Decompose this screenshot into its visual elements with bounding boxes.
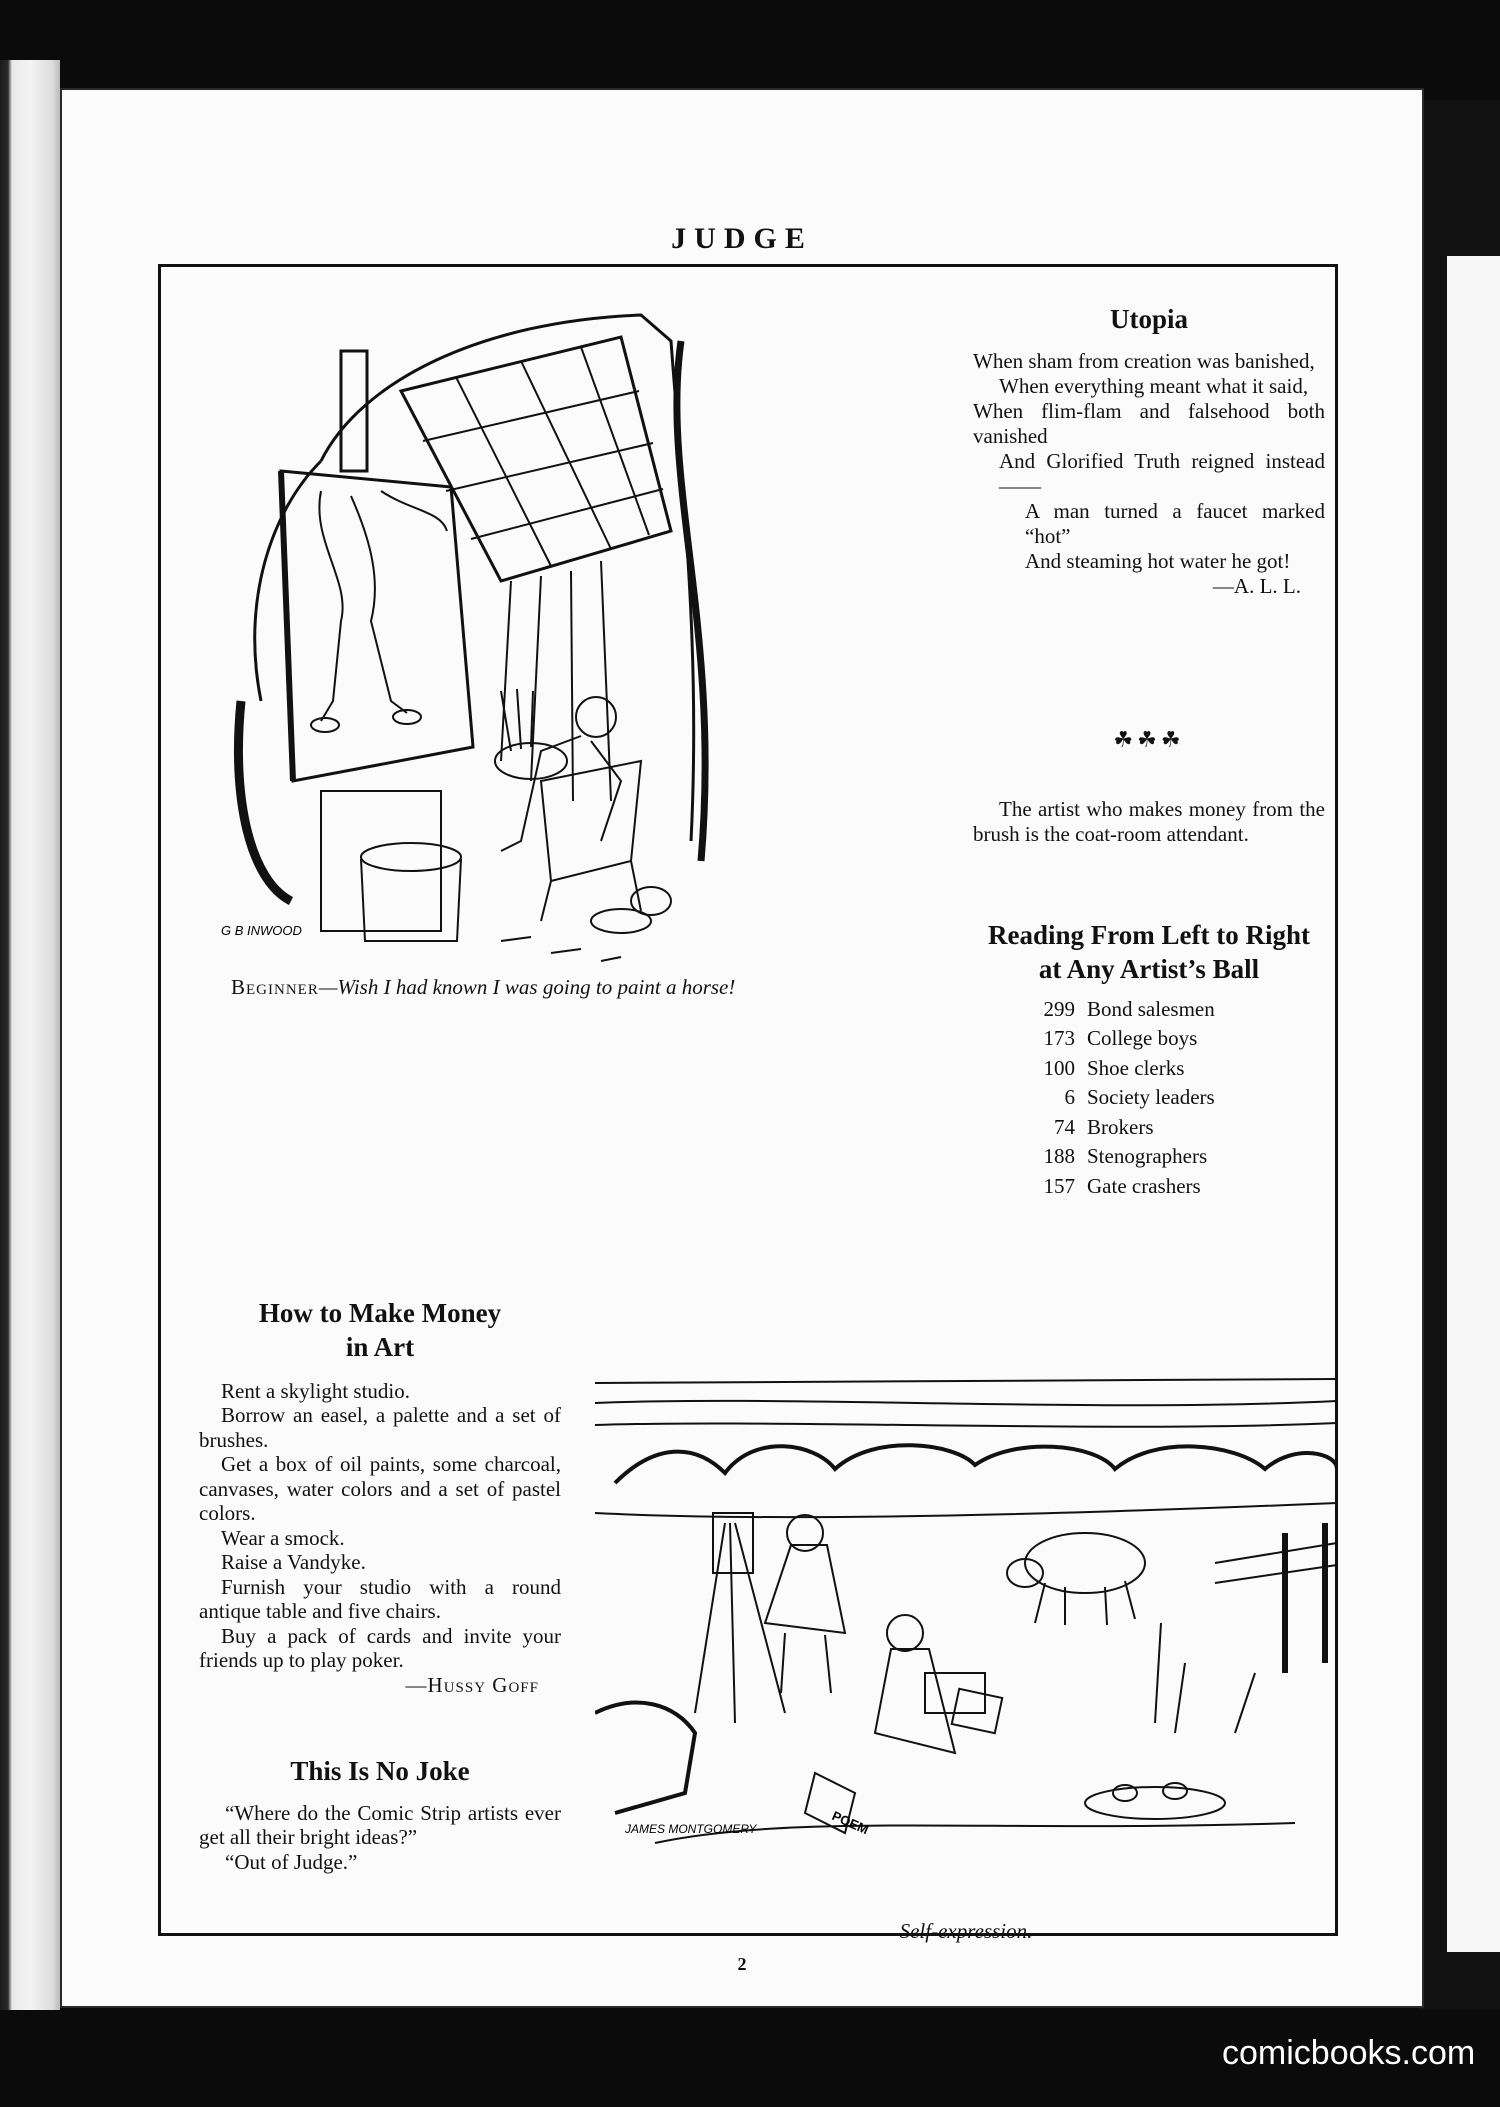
money-paragraph: Get a box of oil paints, some charcoal, canvases, water colors and a set of pastel colors. [199, 1452, 561, 1525]
reading-row [1009, 1024, 1325, 1054]
page-number: 2 [737, 1954, 747, 1974]
reading-count: 299 [1043, 996, 1075, 1021]
reading-row [1009, 995, 1325, 1025]
watermark: comicbooks.com [1222, 2034, 1476, 2072]
reading-count: 173 [1043, 1026, 1075, 1050]
caption-text: —Wish I had known I was going to paint a horse! [318, 975, 736, 999]
reading-row [1009, 1113, 1325, 1143]
content-frame [158, 264, 1338, 1943]
book-edge-left [0, 60, 60, 2010]
brush-joke [973, 797, 1325, 846]
utopia-line: And Glorified Truth reigned instead—— [999, 448, 1325, 498]
utopia-line: When flim-flam and falsehood both vanished [973, 398, 1325, 448]
money-paragraph: Buy a pack of cards and invite your friends up to play poker. [199, 1623, 561, 1672]
brush-joke-text: The artist who makes money from the brush is the coat-room attendant. [973, 797, 1325, 846]
money-paragraph: Rent a skylight studio. [221, 1378, 410, 1403]
reading-count: 6 [1064, 1085, 1075, 1109]
reading-row [1009, 1142, 1325, 1172]
money-article [199, 1297, 561, 1697]
nojoke-answer: “Out of Judge.” [225, 1849, 358, 1874]
reading-label: Bond salesmen [1087, 996, 1215, 1021]
reading-row [1009, 1054, 1325, 1084]
studio-cartoon [201, 281, 761, 969]
money-title-2: in Art [345, 1331, 415, 1362]
nojoke-question: “Where do the Comic Strip artists ever get all their bright ideas?” [199, 1800, 561, 1850]
reading-title-2: at Any Artist’s Ball [1038, 953, 1260, 984]
utopia-title: Utopia [1109, 304, 1188, 334]
reading-label: Society leaders [1087, 1085, 1215, 1109]
masthead: JUDGE [671, 222, 813, 255]
adjacent-page-edge [1444, 256, 1500, 1952]
reading-label: College boys [1087, 1026, 1198, 1050]
utopia-line: A man turned a faucet marked “hot” [1025, 498, 1325, 548]
money-body [199, 1379, 561, 1673]
reading-count: 188 [1043, 1144, 1075, 1168]
reading-row [1009, 1172, 1325, 1202]
reading-count: 157 [1043, 1173, 1075, 1198]
utopia-signature: —A. L. L. [1212, 573, 1301, 598]
money-paragraph: Furnish your studio with a round antique table and five chairs. [199, 1574, 561, 1623]
cartoon-2-signature: JAMES MONTGOMERY [625, 1822, 757, 1836]
reading-count: 100 [1043, 1055, 1075, 1080]
cartoon-2-sign: POEM [829, 1808, 871, 1838]
money-paragraph: Wear a smock. [221, 1525, 345, 1550]
reading-table [973, 995, 1325, 1202]
money-title-1: How to Make Money [258, 1298, 502, 1328]
reading-label: Shoe clerks [1087, 1055, 1185, 1080]
reading-title-1: Reading From Left to Right [988, 920, 1310, 950]
reading-label: Gate crashers [1087, 1173, 1201, 1198]
nojoke-title: This Is No Joke [290, 1756, 470, 1786]
cartoon-1-caption [231, 975, 791, 1000]
utopia-line: And steaming hot water he got! [1025, 548, 1291, 573]
ornament-divider: ☘☘☘ [1113, 727, 1185, 752]
cartoon-2-caption: Self-expression. [899, 1919, 1033, 1943]
utopia-poem [973, 303, 1325, 599]
utopia-line: When sham from creation was banished, [973, 348, 1315, 373]
caption-speaker: Beginner [231, 975, 319, 999]
money-signature: —Hussy Goff [405, 1672, 539, 1697]
reading-list [973, 919, 1325, 1201]
magazine-page [60, 88, 1424, 2008]
reading-label: Brokers [1087, 1114, 1154, 1139]
money-paragraph: Raise a Vandyke. [221, 1550, 366, 1574]
reading-count: 74 [1054, 1114, 1075, 1139]
money-paragraph: Borrow an easel, a palette and a set of brushes. [199, 1403, 561, 1452]
cartoon-1-signature: G B INWOOD [221, 923, 302, 938]
utopia-line: When everything meant what it said, [999, 373, 1309, 398]
reading-row [1009, 1083, 1325, 1113]
landscape-cartoon [595, 1373, 1337, 1913]
nojoke-article [199, 1755, 561, 1874]
reading-label: Stenographers [1087, 1144, 1208, 1168]
